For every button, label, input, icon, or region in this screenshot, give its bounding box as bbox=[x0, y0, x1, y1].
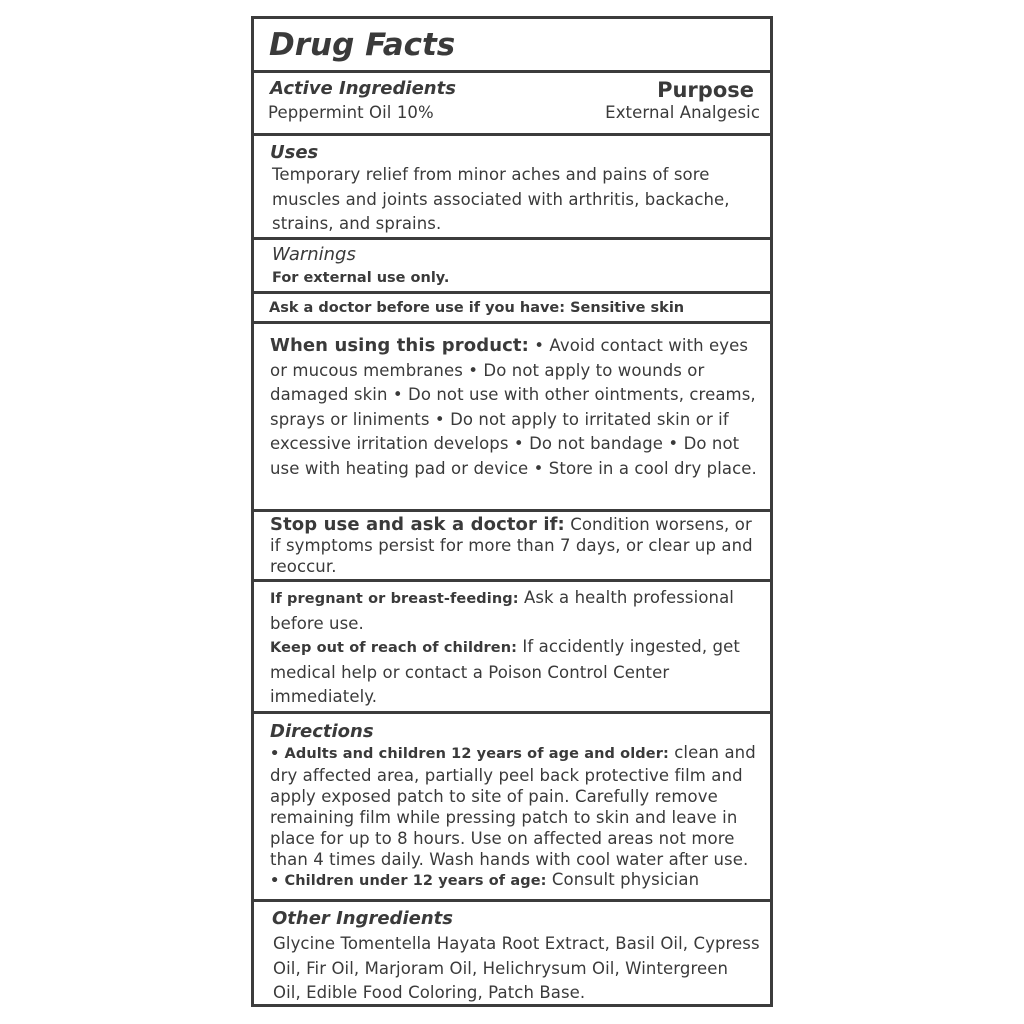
directions-children-heading: • Children under 12 years of age: bbox=[270, 873, 547, 889]
keep-out-text: If accidently ingested, get medical help or contact a Poison Control Center immediately. bbox=[270, 637, 740, 706]
directions-heading: Directions bbox=[270, 721, 374, 742]
directions-adults-text: clean and dry affected area, partially peel back protective film and apply exposed patch to site of pain. Carefully remove remaining film while pressing patch to skin and leave in place for up to 8 hours. Use on affected areas not more than 4 times daily. Wash hands with cool water after use. bbox=[270, 743, 756, 869]
external-use-text: For external use only. bbox=[272, 270, 450, 286]
uses-text: Temporary relief from minor aches and pains of sore muscles and joints associated with arthritis, backache, strains, and sprains. bbox=[272, 165, 730, 233]
drug-facts-label bbox=[251, 16, 773, 1007]
when-using-section bbox=[254, 324, 770, 512]
page-title: Drug Facts bbox=[269, 27, 456, 63]
keep-out-paragraph bbox=[270, 635, 760, 710]
ask-doctor-text: Ask a doctor before use if you have: Sensitive skin bbox=[269, 300, 685, 316]
stop-use-paragraph bbox=[270, 514, 760, 577]
title-section bbox=[254, 19, 770, 73]
other-ingredients-heading: Other Ingredients bbox=[272, 908, 453, 929]
ask-doctor-section bbox=[254, 294, 770, 324]
other-ingredients-section bbox=[254, 902, 770, 1007]
other-ingredients-text: Glycine Tomentella Hayata Root Extract, Basil Oil, Cypress Oil, Fir Oil, Marjoram Oil, Helichrysum Oil, Wintergreen Oil, Edible Food Coloring, Patch Base. bbox=[273, 934, 760, 1002]
active-ingredient: Peppermint Oil 10% bbox=[268, 103, 434, 122]
keep-out-heading: Keep out of reach of children: bbox=[270, 640, 518, 656]
uses-section bbox=[254, 136, 770, 240]
stop-use-section bbox=[254, 512, 770, 582]
stop-use-text: Condition worsens, or if symptoms persist for more than 7 days, or clear up and reoccur. bbox=[270, 515, 753, 576]
when-using-paragraph bbox=[270, 334, 760, 481]
pregnancy-children-section bbox=[254, 582, 770, 714]
directions-adults-heading: • Adults and children 12 years of age and older: bbox=[270, 746, 669, 762]
warnings-heading: Warnings bbox=[272, 244, 356, 265]
uses-heading: Uses bbox=[270, 142, 319, 163]
pregnant-text: Ask a health professional before use. bbox=[270, 588, 734, 633]
active-ingredient-purpose: External Analgesic bbox=[605, 103, 760, 122]
active-ingredients-section bbox=[254, 73, 770, 136]
directions-section bbox=[254, 714, 770, 902]
purpose-heading: Purpose bbox=[657, 78, 754, 102]
pregnant-heading: If pregnant or breast-feeding: bbox=[270, 591, 519, 607]
pregnant-paragraph bbox=[270, 586, 760, 636]
directions-adults-paragraph bbox=[270, 742, 762, 870]
directions-children-paragraph bbox=[270, 869, 762, 892]
active-ingredients-heading: Active Ingredients bbox=[270, 78, 456, 99]
stop-use-heading: Stop use and ask a doctor if: bbox=[270, 514, 565, 535]
warnings-section bbox=[254, 240, 770, 294]
directions-children-text: Consult physician bbox=[546, 870, 700, 889]
when-using-heading: When using this product: bbox=[270, 335, 529, 356]
when-using-text: • Avoid contact with eyes or mucous membranes • Do not apply to wounds or damaged skin • Do not use with other ointments, creams, sprays or liniments • Do not apply to irritated skin or if excessive irritation develops • Do not bandage • Do not use with heating pad or device • Store in a cool dry place. bbox=[270, 336, 757, 478]
